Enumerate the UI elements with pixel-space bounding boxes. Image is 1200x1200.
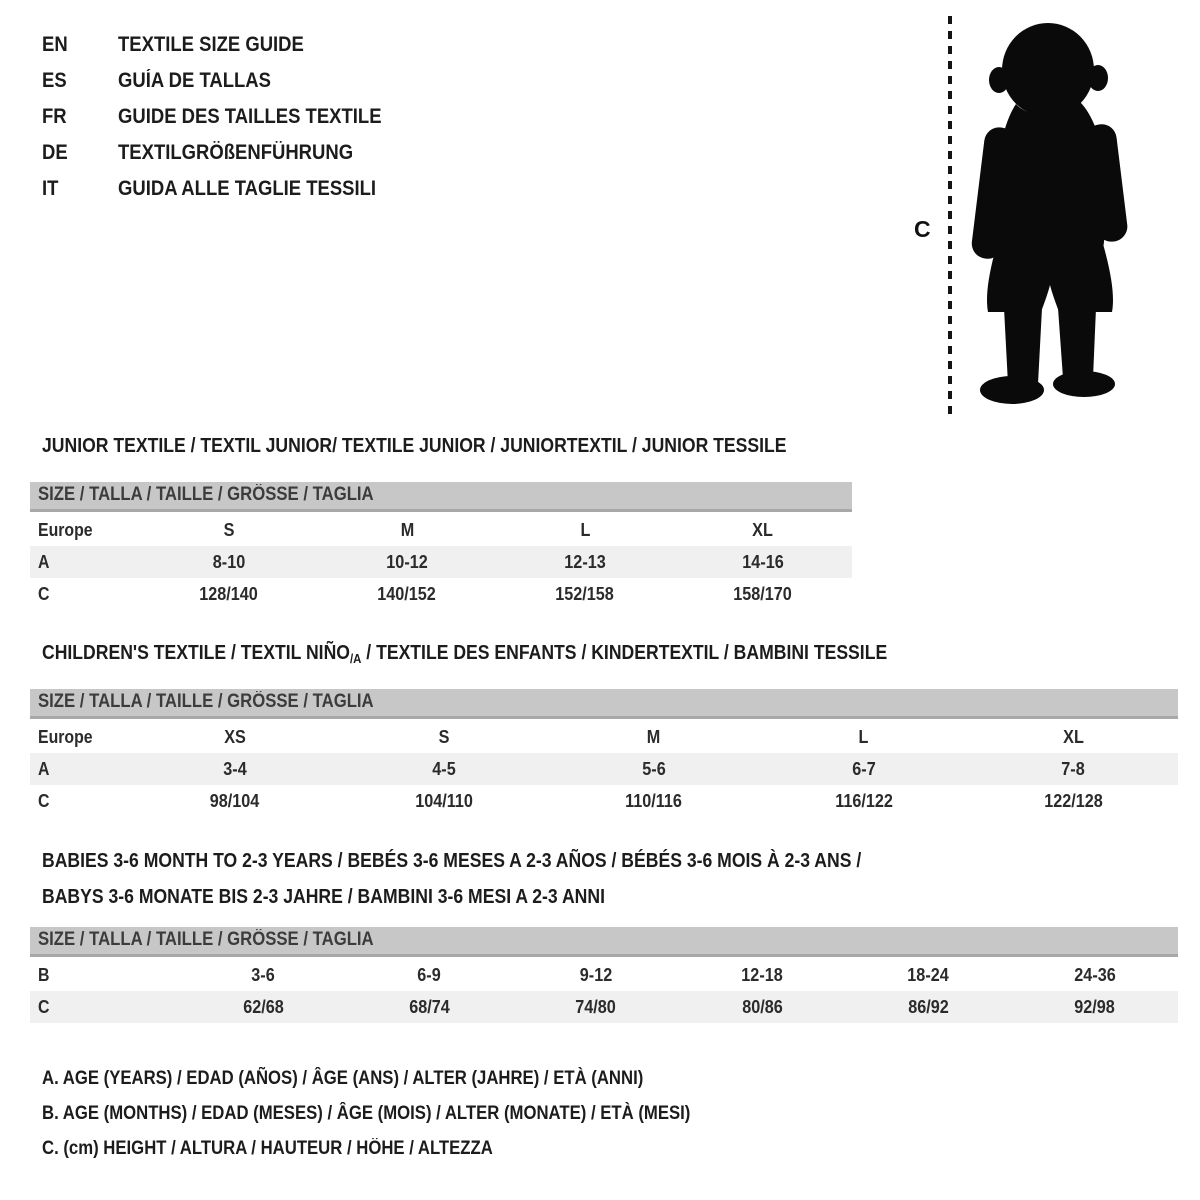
- junior-size-header-bar: [30, 482, 852, 512]
- table-row: [30, 959, 1178, 991]
- table-row: [30, 753, 1178, 785]
- language-row-de: [42, 141, 385, 165]
- babies-size-header-bar: [30, 927, 1178, 957]
- language-code: EN: [42, 33, 68, 56]
- language-row-en: [42, 33, 329, 57]
- size-value: XL: [1062, 726, 1084, 747]
- size-value: 68/74: [409, 996, 450, 1017]
- size-value: 110/116: [625, 790, 683, 811]
- size-value: M: [647, 726, 661, 747]
- language-code: IT: [42, 177, 59, 200]
- size-value: L: [580, 519, 590, 540]
- babies-title-line1-text: BABIES 3-6 MONTH TO 2-3 YEARS / BEBÉS 3-6 MESES A 2-3 AÑOS / BÉBÉS 3-6 MOIS À 2-3 ANS /: [42, 850, 862, 872]
- size-value: 116/122: [834, 790, 893, 811]
- babies-section-title-line1: [42, 850, 973, 873]
- size-value: 12-18: [741, 964, 783, 985]
- row-label: Europe: [38, 726, 93, 747]
- size-header-label: SIZE / TALLA / TAILLE / GRÖSSE / TAGLIA: [38, 929, 374, 950]
- language-title: TEXTILE SIZE GUIDE: [118, 33, 304, 56]
- babies-title-line2-text: BABYS 3-6 MONATE BIS 2-3 JAHRE / BAMBINI 3-6 MESI A 2-3 ANNI: [42, 886, 605, 908]
- babies-size-table: [30, 959, 1178, 1023]
- subscript-a: /A: [349, 651, 362, 666]
- row-label: B: [38, 964, 50, 985]
- size-header-label: SIZE / TALLA / TAILLE / GRÖSSE / TAGLIA: [38, 484, 374, 505]
- legend-line-b-text: B. AGE (MONTHS) / EDAD (MESES) / ÂGE (MOIS) / ALTER (MONATE) / ETÀ (MESI): [42, 1103, 691, 1124]
- size-value: 122/128: [1043, 790, 1103, 811]
- table-row: [30, 546, 852, 578]
- language-title: TEXTILGRÖßENFÜHRUNG: [118, 141, 354, 164]
- junior-section-title: [42, 435, 888, 458]
- measure-label-c: C: [914, 216, 931, 242]
- table-row: [30, 514, 852, 546]
- language-title: GUIDE DES TAILLES TEXTILE: [118, 105, 382, 128]
- language-code: DE: [42, 141, 68, 164]
- size-value: L: [858, 726, 869, 747]
- children-section-title-text: CHILDREN'S TEXTILE / TEXTIL $NIÑO_{/A}$ / TEXTILE DES ENFANTS / KINDERTEXTIL / BAMBINI TESSILE: [42, 642, 888, 666]
- size-value: 9-12: [579, 964, 613, 985]
- language-code: FR: [42, 105, 67, 128]
- row-label: A: [38, 758, 50, 779]
- size-value: 128/140: [199, 583, 259, 604]
- size-value: 5-6: [642, 758, 666, 779]
- size-value: 3-4: [223, 758, 247, 779]
- size-value: 4-5: [432, 758, 457, 779]
- size-value: 3-6: [251, 964, 275, 985]
- children-section-title: [42, 642, 1002, 666]
- size-value: M: [400, 519, 414, 540]
- size-value: 24-36: [1074, 964, 1116, 985]
- size-value: 98/104: [210, 790, 260, 811]
- size-value: 8-10: [212, 551, 246, 572]
- size-value: 152/158: [555, 583, 615, 604]
- children-size-header-bar: [30, 689, 1178, 719]
- size-value: 86/92: [908, 996, 949, 1017]
- row-label: C: [38, 583, 50, 604]
- language-row-es: [42, 69, 292, 93]
- size-value: 104/110: [415, 790, 474, 811]
- children-size-table: [30, 721, 1178, 817]
- size-value: XS: [223, 726, 246, 747]
- size-value: 7-8: [1061, 758, 1085, 779]
- junior-size-table: [30, 514, 852, 610]
- language-title: GUIDA ALLE TAGLIE TESSILI: [118, 177, 377, 200]
- size-value: 12-13: [564, 551, 606, 572]
- legend-line-b: [42, 1103, 779, 1125]
- legend-line-a-text: A. AGE (YEARS) / EDAD (AÑOS) / ÂGE (ANS) / ALTER (JAHRE) / ETÀ (ANNI): [42, 1068, 644, 1089]
- size-value: S: [223, 519, 235, 540]
- size-value: 14-16: [742, 551, 784, 572]
- language-row-fr: [42, 105, 417, 129]
- junior-section-title-text: JUNIOR TEXTILE / TEXTIL JUNIOR/ TEXTILE JUNIOR / JUNIORTEXTIL / JUNIOR TESSILE: [42, 435, 787, 457]
- size-value: 140/152: [377, 583, 437, 604]
- table-row: [30, 785, 1178, 817]
- toddler-silhouette-icon: [952, 12, 1148, 422]
- size-header-label: SIZE / TALLA / TAILLE / GRÖSSE / TAGLIA: [38, 691, 374, 712]
- size-value: 74/80: [575, 996, 617, 1017]
- table-row: [30, 721, 1178, 753]
- size-value: 158/170: [733, 583, 793, 604]
- legend-line-c: [42, 1138, 554, 1160]
- legend-line-c-text: C. (cm) HEIGHT / ALTURA / HAUTEUR / HÖHE / ALTEZZA: [42, 1138, 493, 1159]
- size-value: 10-12: [386, 551, 428, 572]
- babies-section-title-line2: [42, 886, 682, 909]
- legend-line-a: [42, 1068, 725, 1090]
- size-value: 18-24: [907, 964, 950, 985]
- size-value: 6-9: [417, 964, 442, 985]
- language-row-it: [42, 177, 411, 201]
- size-value: XL: [752, 519, 774, 540]
- size-value: S: [438, 726, 450, 747]
- table-row: [30, 578, 852, 610]
- table-row: [30, 991, 1178, 1023]
- row-label: Europe: [38, 519, 93, 540]
- size-value: 92/98: [1074, 996, 1116, 1017]
- size-value: 6-7: [851, 758, 876, 779]
- language-code: ES: [42, 69, 67, 92]
- row-label: C: [38, 996, 50, 1017]
- row-label: C: [38, 790, 50, 811]
- size-value: 62/68: [242, 996, 284, 1017]
- language-title: GUÍA DE TALLAS: [118, 69, 271, 92]
- row-label: A: [38, 551, 50, 572]
- size-value: 80/86: [741, 996, 783, 1017]
